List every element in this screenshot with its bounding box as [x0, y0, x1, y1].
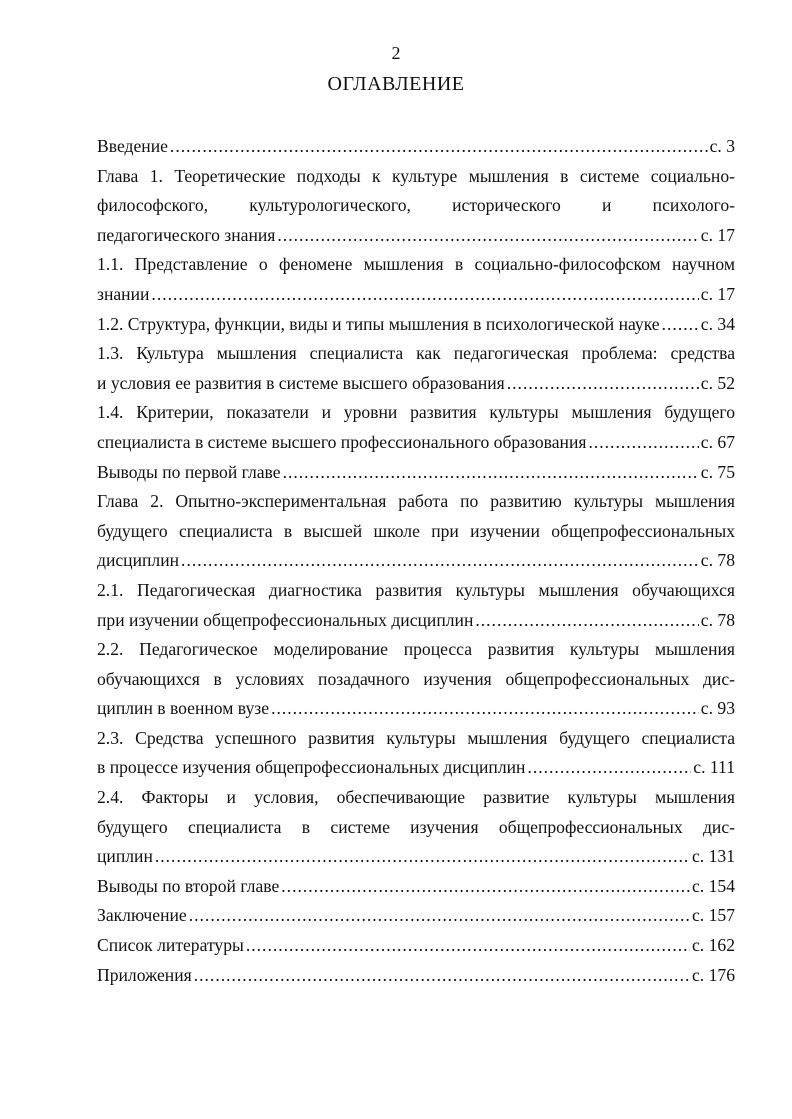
- toc-entry-last-line: [97, 369, 735, 399]
- table-of-contents: [97, 132, 735, 990]
- toc-entry-last-line: [97, 606, 735, 636]
- toc-entry-line: 1.3. Культура мышления специалиста как педагогическая проблема: средства: [97, 343, 735, 364]
- toc-entry: [97, 339, 735, 398]
- toc-entry-last-line: [97, 132, 735, 162]
- dot-leader: [475, 606, 698, 636]
- toc-entry: [97, 132, 735, 162]
- toc-entry-page: с. 75: [700, 461, 735, 482]
- toc-entry: [97, 931, 735, 961]
- dot-leader: [662, 310, 699, 340]
- toc-entry-last-line: [97, 694, 735, 724]
- toc-entry: [97, 635, 735, 724]
- dot-leader: [194, 961, 690, 991]
- toc-entry-page: с. 17: [700, 224, 735, 245]
- toc-entry-last-line: [97, 872, 735, 902]
- toc-entry-title: педагогического знания: [97, 224, 276, 245]
- toc-entry-page: с. 162: [692, 935, 735, 956]
- toc-entry-last-line: [97, 458, 735, 488]
- toc-entry-title: Приложения: [97, 964, 192, 985]
- toc-entry: [97, 961, 735, 991]
- toc-entry: [97, 487, 735, 576]
- toc-entry-last-line: [97, 546, 735, 576]
- toc-entry-title: при изучении общепрофессиональных дисциплин: [97, 609, 474, 630]
- toc-entry-line: 2.4. Факторы и условия, обеспечивающие развитие культуры мышления: [97, 787, 735, 808]
- toc-entry: [97, 310, 735, 340]
- dot-leader: [281, 872, 690, 902]
- page-number: 2: [391, 43, 401, 63]
- dot-leader: [189, 901, 690, 931]
- toc-entry-line: Глава 1. Теоретические подходы к культуре мышления в системе социально-: [97, 165, 735, 186]
- toc-entry-title: дисциплин: [97, 550, 180, 571]
- toc-entry: [97, 162, 735, 251]
- toc-entry-title: в процессе изучения общепрофессиональных дисциплин: [97, 757, 526, 778]
- toc-entry-line: 2.1. Педагогическая диагностика развития культуры мышления обучающихся: [97, 579, 735, 600]
- toc-entry-title: циплин в военном вузе: [97, 698, 270, 719]
- toc-entry-line: 2.2. Педагогическое моделирование процесса развития культуры мышления: [97, 639, 735, 660]
- toc-entry-title: 1.2. Структура, функции, виды и типы мышления в психологической науке: [97, 313, 660, 334]
- toc-entry-last-line: [97, 310, 735, 340]
- toc-entry-page: с. 78: [700, 550, 735, 571]
- toc-entry-last-line: [97, 280, 735, 310]
- toc-entry-title: циплин: [97, 846, 153, 867]
- toc-entry-line: будущего специалиста в высшей школе при изучении общепрофессиональных: [97, 520, 735, 541]
- toc-entry-last-line: [97, 901, 735, 931]
- toc-entry: [97, 783, 735, 872]
- toc-entry-page: с. 34: [700, 313, 735, 334]
- toc-entry: [97, 872, 735, 902]
- toc-entry-last-line: [97, 931, 735, 961]
- dot-leader: [271, 694, 699, 724]
- dot-leader: [527, 753, 691, 783]
- toc-entry-title: специалиста в системе высшего профессионального образования: [97, 431, 587, 452]
- toc-entry-line: философского, культурологического, исторического и психолого-: [97, 195, 735, 216]
- toc-entry-line: 2.3. Средства успешного развития культуры мышления будущего специалиста: [97, 727, 735, 748]
- toc-entry-page: с. 157: [692, 905, 735, 926]
- toc-entry-last-line: [97, 842, 735, 872]
- dot-leader: [246, 931, 690, 961]
- page-title: ОГЛАВЛЕНИЕ: [327, 73, 465, 95]
- toc-entry-page: с. 17: [700, 283, 735, 304]
- dot-leader: [283, 458, 699, 488]
- toc-entry-page: с. 131: [692, 846, 735, 867]
- toc-entry-title: и условия ее развития в системе высшего образования: [97, 372, 505, 393]
- toc-entry-line: Глава 2. Опытно-экспериментальная работа по развитию культуры мышления: [97, 491, 735, 512]
- toc-entry-last-line: [97, 428, 735, 458]
- dot-leader: [181, 546, 699, 576]
- toc-entry-page: с. 93: [700, 698, 735, 719]
- toc-entry-line: обучающихся в условиях позадачного изучения общепрофессиональных дис-: [97, 668, 735, 689]
- toc-entry: [97, 398, 735, 457]
- toc-entry-page: с. 111: [693, 757, 735, 778]
- toc-entry-line: будущего специалиста в системе изучения общепрофессиональных дис-: [97, 816, 735, 837]
- toc-entry-last-line: [97, 961, 735, 991]
- toc-entry-page: с. 176: [692, 964, 735, 985]
- dot-leader: [507, 369, 699, 399]
- toc-entry-title: Список литературы: [97, 935, 244, 956]
- toc-entry: [97, 901, 735, 931]
- toc-entry: [97, 576, 735, 635]
- dot-leader: [151, 280, 698, 310]
- toc-entry-title: Заключение: [97, 905, 187, 926]
- dot-leader: [277, 221, 698, 251]
- toc-entry-title: знании: [97, 283, 150, 304]
- toc-entry-line: 1.4. Критерии, показатели и уровни развития культуры мышления будущего: [97, 402, 735, 423]
- toc-entry-title: Введение: [97, 136, 168, 156]
- toc-entry-page: с. 78: [700, 609, 735, 630]
- dot-leader: [155, 842, 690, 872]
- toc-entry-page: с. 154: [692, 875, 735, 896]
- toc-entry-last-line: [97, 221, 735, 251]
- toc-entry-last-line: [97, 753, 735, 783]
- toc-entry: [97, 458, 735, 488]
- toc-entry-title: Выводы по первой главе: [97, 461, 281, 482]
- dot-leader: [588, 428, 698, 458]
- toc-entry: [97, 250, 735, 309]
- toc-entry: [97, 724, 735, 783]
- toc-entry-page: с. 3: [709, 136, 735, 156]
- toc-entry-title: Выводы по второй главе: [97, 875, 280, 896]
- dot-leader: [170, 132, 708, 162]
- toc-entry-page: с. 67: [700, 431, 735, 452]
- toc-entry-page: с. 52: [700, 372, 735, 393]
- toc-entry-line: 1.1. Представление о феномене мышления в социально-философском научном: [97, 254, 735, 275]
